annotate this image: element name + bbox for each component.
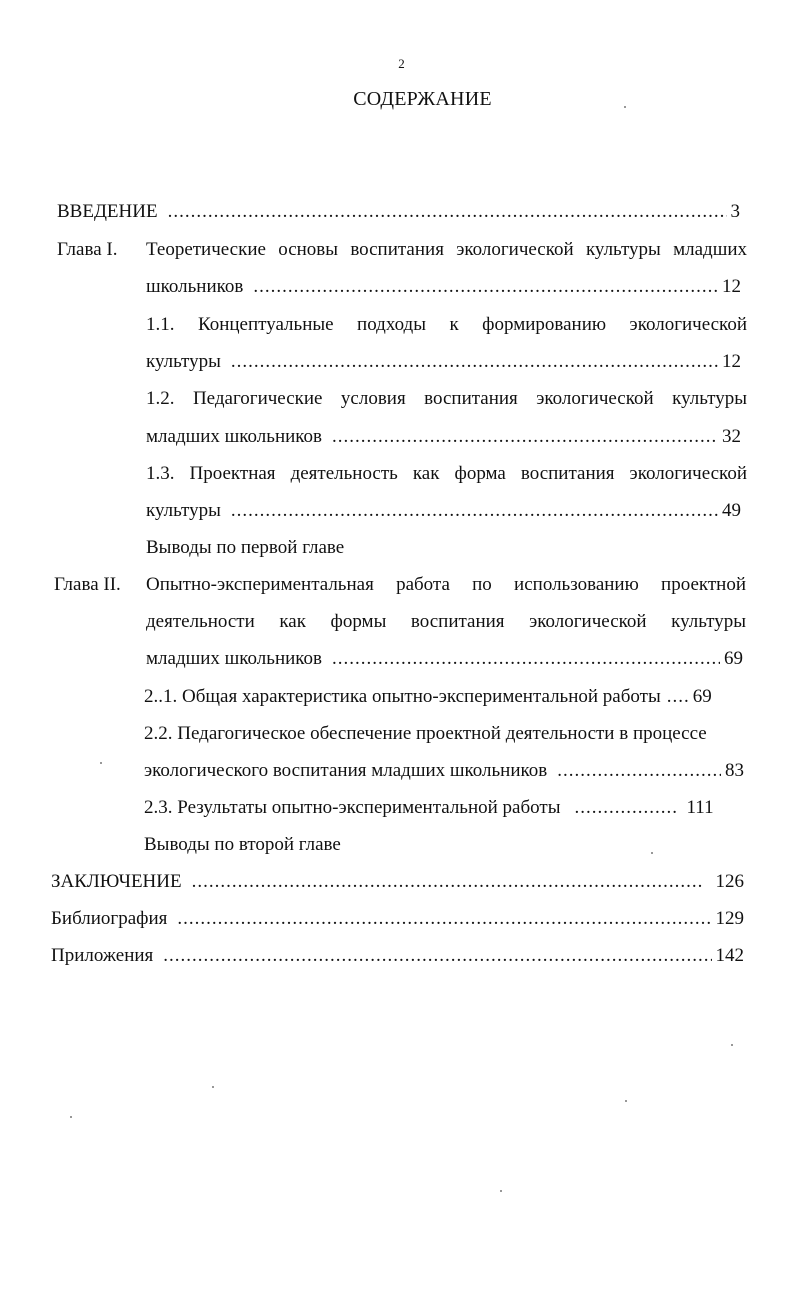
entry-title: ЗАКЛЮЧЕНИЕ — [51, 871, 182, 892]
dot-leader — [231, 498, 718, 524]
scan-speck — [500, 1190, 502, 1192]
entry-page: 32 — [722, 426, 741, 447]
toc-entry-appendices[interactable] — [51, 943, 744, 969]
chapter-2-title-line1[interactable]: Опытно-экспериментальная работа по использованию проектной — [146, 574, 746, 595]
toc-entry-section-1-1[interactable] — [146, 349, 741, 375]
entry-title: школьников — [146, 276, 244, 297]
dot-leader — [332, 424, 718, 450]
entry-page: 49 — [722, 500, 741, 521]
entry-page: 69 — [724, 648, 743, 669]
entry-page: 69 — [692, 686, 712, 707]
dot-leader — [557, 758, 721, 784]
dot-leader — [177, 906, 711, 932]
scan-speck — [212, 1086, 214, 1088]
entry-title: младших школьников — [146, 648, 323, 669]
page-title: СОДЕРЖАНИЕ — [353, 88, 492, 110]
toc-entry-section-1-3[interactable] — [146, 498, 741, 524]
toc-entry-section-2-3[interactable] — [144, 795, 741, 821]
page-number: 2 — [398, 56, 405, 71]
section-1-2-line1[interactable]: 1.2. Педагогические условия воспитания экологической культуры — [146, 388, 747, 409]
chapter-2-label: Глава II. — [54, 574, 121, 595]
dot-leader — [332, 646, 720, 672]
entry-title: Приложения — [51, 945, 154, 966]
entry-title: ВВЕДЕНИЕ — [57, 201, 158, 222]
dot-leader — [667, 684, 689, 710]
chapter-1-title-line1[interactable]: Теоретические основы воспитания экологической культуры младших — [146, 239, 747, 260]
toc-entry-chapter-1[interactable] — [146, 274, 741, 300]
entry-page: 111 — [686, 797, 714, 818]
entry-title: младших школьников — [146, 426, 323, 447]
chapter-2-title-line2[interactable]: деятельности как формы воспитания экологической культуры — [146, 611, 746, 632]
toc-entry-bibliography[interactable] — [51, 906, 744, 932]
toc-entry-chapter-2[interactable] — [146, 646, 743, 672]
entry-title: культуры — [146, 500, 221, 521]
toc-entry-conclusion[interactable] — [51, 869, 744, 895]
entry-page: 126 — [715, 871, 744, 892]
chapter-1-conclusions[interactable]: Выводы по первой главе — [146, 537, 345, 558]
entry-title: Библиография — [51, 908, 168, 929]
entry-page: 83 — [725, 760, 744, 781]
scan-speck — [625, 1100, 627, 1102]
dot-leader — [574, 795, 676, 821]
entry-page: 129 — [715, 908, 744, 929]
dot-leader — [253, 274, 718, 300]
toc-entry-section-1-2[interactable] — [146, 424, 741, 450]
scan-speck — [624, 106, 626, 108]
entry-title: экологического воспитания младших школьников — [144, 760, 548, 781]
chapter-1-label: Глава I. — [57, 239, 118, 260]
section-2-2-line1[interactable]: 2.2. Педагогическое обеспечение проектной деятельности в процессе — [144, 723, 707, 744]
scan-speck — [70, 1116, 72, 1118]
toc-entry-introduction[interactable] — [57, 199, 740, 225]
section-1-1-line1[interactable]: 1.1. Концептуальные подходы к формированию экологической — [146, 314, 747, 335]
entry-page: 142 — [715, 945, 744, 966]
dot-leader — [192, 869, 704, 895]
chapter-2-conclusions[interactable]: Выводы по второй главе — [144, 834, 341, 855]
entry-title: 2..1. Общая характеристика опытно-экспериментальной работы — [144, 686, 661, 707]
entry-title: 2.3. Результаты опытно-экспериментальной работы — [144, 797, 561, 818]
dot-leader — [163, 943, 711, 969]
entry-title: культуры — [146, 351, 221, 372]
entry-page: 12 — [722, 276, 741, 297]
scan-speck — [731, 1044, 733, 1046]
toc-entry-section-2-1[interactable] — [144, 684, 741, 710]
entry-page: 3 — [730, 201, 740, 222]
dot-leader — [168, 199, 727, 225]
toc-entry-section-2-2[interactable] — [144, 758, 744, 784]
scan-speck — [100, 762, 102, 764]
section-1-3-line1[interactable]: 1.3. Проектная деятельность как форма воспитания экологической — [146, 463, 747, 484]
dot-leader — [231, 349, 718, 375]
scan-speck — [651, 852, 653, 854]
entry-page: 12 — [722, 351, 741, 372]
